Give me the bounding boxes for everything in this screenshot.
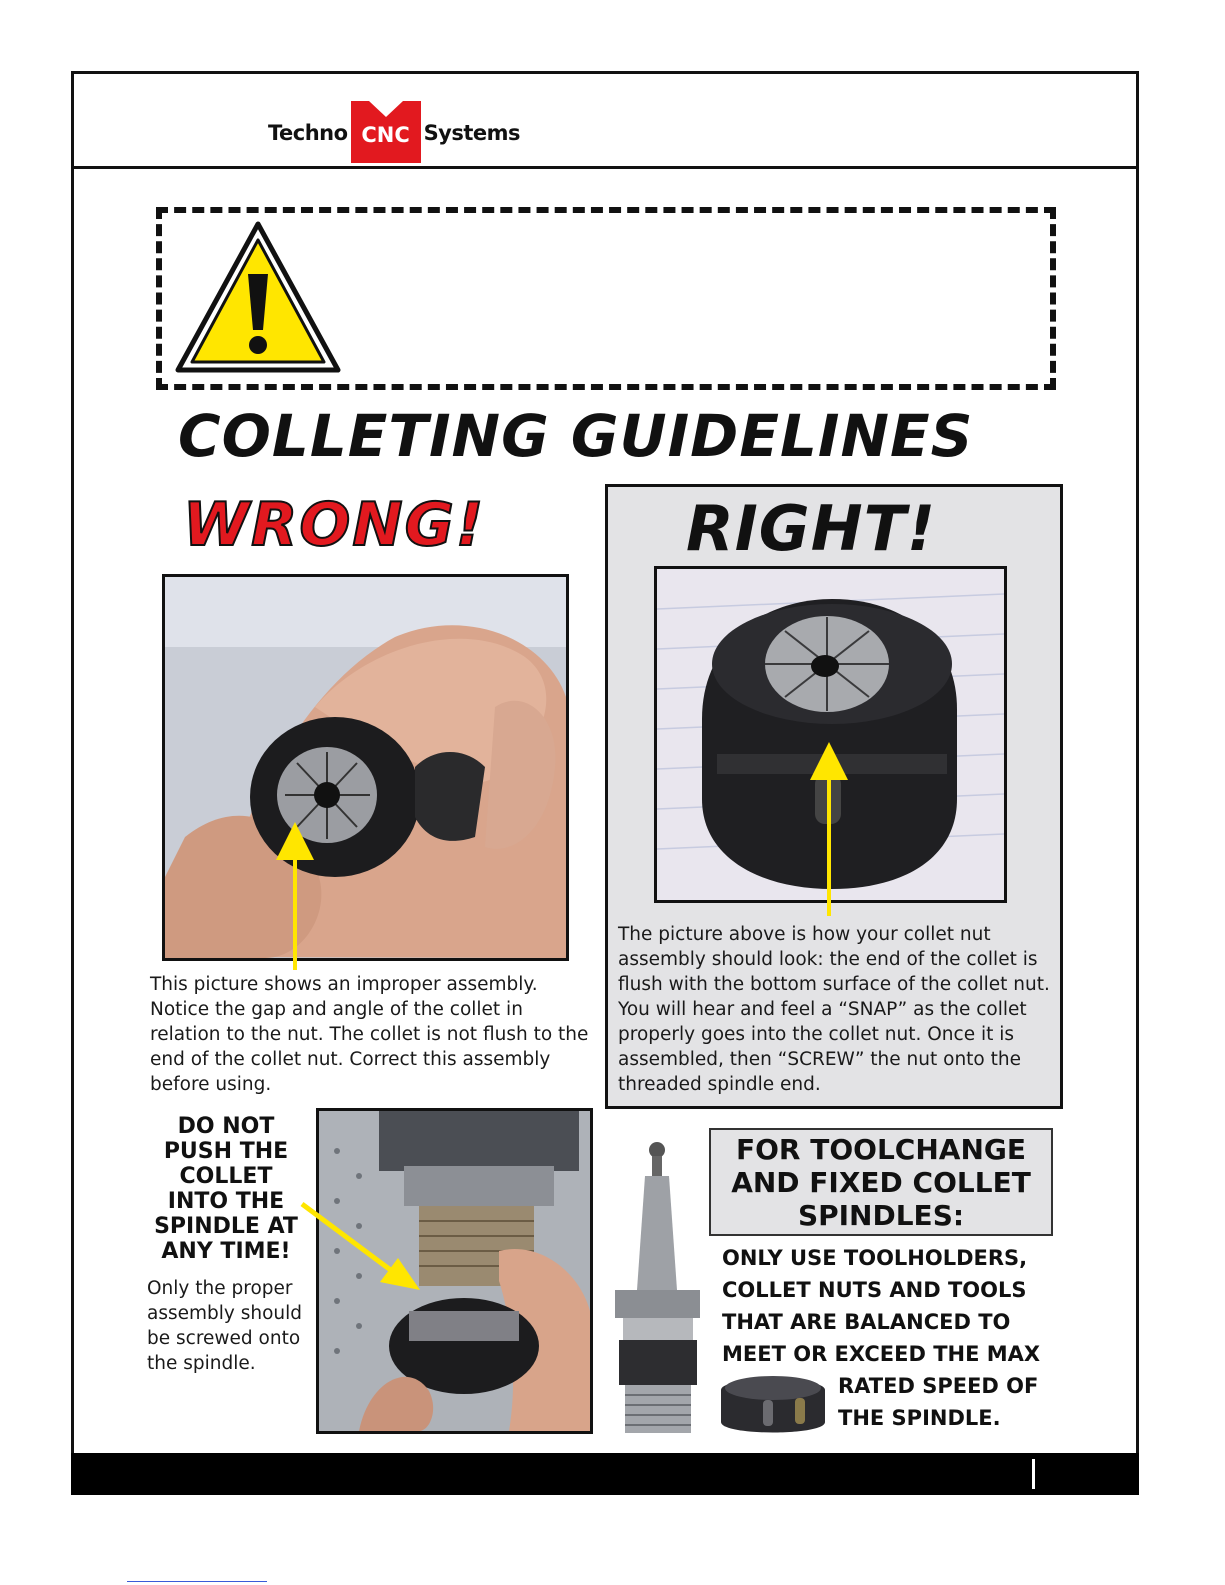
warning-triangle-icon bbox=[172, 218, 344, 378]
hands-assembling-collet-nut-photo bbox=[162, 574, 569, 961]
balance-note-line: THAT ARE BALANCED TO bbox=[722, 1310, 1011, 1334]
footer-divider bbox=[1032, 1459, 1035, 1489]
balance-note-tail bbox=[838, 1370, 1078, 1434]
collet-nut-photo bbox=[715, 1370, 830, 1438]
spindle-pointer-arrow bbox=[298, 1200, 428, 1300]
balance-note-line: THE SPINDLE. bbox=[838, 1406, 1001, 1430]
do-not-line: DO NOT bbox=[177, 1114, 275, 1139]
logo-mark bbox=[351, 101, 421, 163]
toolchange-heading-box bbox=[709, 1128, 1053, 1236]
do-not-line: ANY TIME! bbox=[161, 1239, 291, 1264]
right-heading: RIGHT! bbox=[686, 492, 937, 565]
toolchange-heading-line: AND FIXED COLLET bbox=[731, 1166, 1031, 1199]
balance-note-line: ONLY USE TOOLHOLDERS, bbox=[722, 1246, 1028, 1270]
logo-text-cnc: CNC bbox=[361, 123, 410, 147]
right-pointer-arrow bbox=[806, 740, 852, 916]
balance-note-line: RATED SPEED OF bbox=[838, 1374, 1039, 1398]
toolholder-photo bbox=[605, 1140, 715, 1438]
do-not-line: COLLET bbox=[179, 1164, 273, 1189]
logo-text-left: Techno bbox=[268, 121, 348, 145]
wrong-pointer-arrow bbox=[272, 820, 318, 970]
wrong-caption: This picture shows an improper assembly. Notice the gap and angle of the collet in relation to the nut. The collet is not flush to the end of the collet nut. Correct this assembly before using. bbox=[150, 974, 589, 1095]
page-link-underline[interactable] bbox=[127, 1581, 267, 1582]
do-not-line: SPINDLE AT bbox=[154, 1214, 298, 1239]
balance-note-line: MEET OR EXCEED THE MAX bbox=[722, 1342, 1041, 1366]
wrong-heading: WRONG! bbox=[183, 490, 486, 560]
do-not-line: INTO THE bbox=[167, 1189, 285, 1214]
right-caption: The picture above is how your collet nut assembly should look: the end of the collet is flush with the bottom surface of the collet nut. You will hear and feel a “SNAP” as the collet properly goes into the collet nut. Once it is assembled, then “SCREW” the nut onto the threaded spindle end. bbox=[618, 924, 1050, 1095]
toolchange-heading-line: FOR TOOLCHANGE bbox=[736, 1133, 1026, 1166]
logo-text-right: Systems bbox=[423, 121, 521, 145]
header-divider bbox=[71, 166, 1139, 169]
toolchange-heading-line: SPINDLES: bbox=[797, 1199, 965, 1232]
balance-note-line: COLLET NUTS AND TOOLS bbox=[722, 1278, 1027, 1302]
page-title: COLLETING GUIDELINES bbox=[178, 402, 974, 470]
proper-assembly-note: Only the proper assembly should be screwed onto the spindle. bbox=[147, 1278, 303, 1374]
footer-bar bbox=[71, 1453, 1139, 1495]
do-not-push-warning bbox=[142, 1114, 310, 1264]
balance-note bbox=[722, 1242, 1072, 1370]
do-not-line: PUSH THE bbox=[163, 1139, 289, 1164]
company-logo bbox=[268, 101, 520, 163]
